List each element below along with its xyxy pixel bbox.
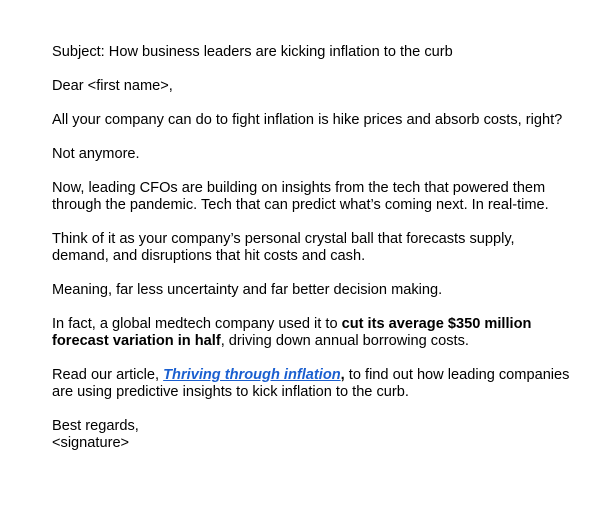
email-body [52, 44, 572, 452]
paragraph-7-end: to find out how leading companies are using predictive insights to kick inflation to the curb. [52, 367, 570, 400]
link-comma: , [340, 367, 345, 383]
paragraph-1: All your company can do to fight inflation is hike prices and absorb costs, right? [52, 112, 563, 128]
email-signoff: Best regards, [52, 418, 139, 434]
email-signature: <signature> [52, 435, 130, 451]
email-subject: Subject: How business leaders are kicking inflation to the curb [52, 44, 453, 60]
email-greeting: Dear <first name>, [52, 78, 173, 94]
highlight-statistic: cut its average $350 million forecast variation in half [52, 316, 532, 349]
article-link[interactable]: Thriving through inflation [163, 367, 341, 383]
paragraph-7-start: Read our article, [52, 367, 164, 383]
paragraph-2: Not anymore. [52, 146, 140, 162]
paragraph-4: Think of it as your company’s personal crystal ball that forecasts supply, demand, and disruptions that hit costs and cash. [52, 231, 515, 264]
paragraph-3: Now, leading CFOs are building on insights from the tech that powered them through the pandemic. Tech that can predict what’s coming next. In real-time. [52, 180, 549, 213]
paragraph-6 [52, 316, 572, 350]
paragraph-5: Meaning, far less uncertainty and far better decision making. [52, 282, 443, 298]
paragraph-7 [52, 367, 572, 401]
paragraph-6-end: , driving down annual borrowing costs. [220, 333, 469, 349]
paragraph-6-start: In fact, a global medtech company used it to [52, 316, 342, 332]
